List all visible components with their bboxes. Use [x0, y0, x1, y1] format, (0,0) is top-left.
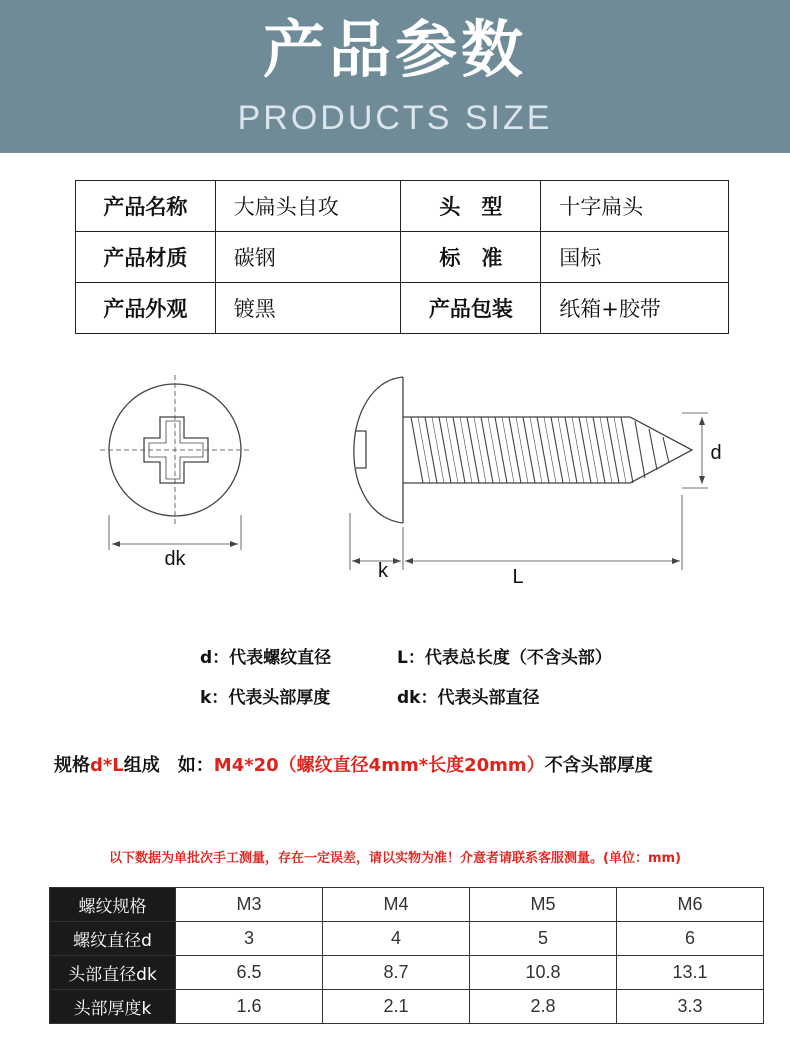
info-key: 产品包装: [401, 283, 541, 334]
table-cell: M3: [176, 888, 323, 922]
table-row: [50, 956, 764, 990]
table-cell: 6.5: [176, 956, 323, 990]
table-row: [76, 232, 729, 283]
table-cell: 10.8: [470, 956, 617, 990]
row-header: 螺纹规格: [50, 888, 176, 922]
spec-example: M4*20（螺纹直径4mm*长度20mm）: [213, 755, 545, 776]
info-value: 十字扁头: [541, 181, 729, 232]
dim-label-L: L: [512, 566, 524, 588]
table-cell: 3.3: [617, 990, 764, 1024]
info-key: 产品材质: [76, 232, 216, 283]
measurement-note: 以下数据为单批次手工测量，存在一定误差，请以实物为准！介意者请联系客服测量。(单位：mm): [109, 851, 681, 866]
table-cell: M4: [323, 888, 470, 922]
info-key: 产品名称: [76, 181, 216, 232]
table-cell: 13.1: [617, 956, 764, 990]
info-value: 大扁头自攻: [215, 181, 401, 232]
spec-formula: d*L: [90, 755, 124, 776]
screw-side-view: [350, 377, 708, 570]
dim-label-dk: dk: [164, 548, 186, 570]
info-key: 产品外观: [76, 283, 216, 334]
info-value: 纸箱+胶带: [541, 283, 729, 334]
table-cell: 5: [470, 922, 617, 956]
table-row: [50, 922, 764, 956]
info-value: 镀黑: [215, 283, 401, 334]
table-cell: M6: [617, 888, 764, 922]
table-cell: 6: [617, 922, 764, 956]
table-cell: M5: [470, 888, 617, 922]
page-subtitle: PRODUCTS SIZE: [237, 99, 553, 137]
table-row: [50, 888, 764, 922]
table-cell: 8.7: [323, 956, 470, 990]
row-header: 头部直径dk: [50, 956, 176, 990]
table-cell: 2.8: [470, 990, 617, 1024]
legend-k: k：代表头部厚度: [200, 688, 331, 708]
table-cell: 2.1: [323, 990, 470, 1024]
dim-label-d: d: [710, 442, 722, 464]
table-row: [50, 990, 764, 1024]
info-key: 标 准: [401, 232, 541, 283]
screw-head-top-view: [100, 375, 250, 550]
product-info-table: [75, 180, 729, 334]
legend-d: d：代表螺纹直径: [200, 648, 332, 668]
info-value: 碳钢: [215, 232, 401, 283]
info-key: 头 型: [401, 181, 541, 232]
table-cell: 3: [176, 922, 323, 956]
header-banner: [0, 0, 790, 153]
screw-diagram: [0, 355, 790, 605]
row-header: 螺纹直径d: [50, 922, 176, 956]
size-table: [49, 887, 764, 1024]
legend-dk: dk：代表头部直径: [397, 688, 540, 708]
page-title: 产品参数: [262, 13, 527, 86]
table-cell: 4: [323, 922, 470, 956]
spec-line: 规格d*L组成 如：M4*20（螺纹直径4mm*长度20mm）不含头部厚度: [54, 755, 653, 776]
table-cell: 1.6: [176, 990, 323, 1024]
legend-L: L：代表总长度（不含头部）: [397, 648, 612, 668]
info-value: 国标: [541, 232, 729, 283]
table-row: [76, 283, 729, 334]
row-header: 头部厚度k: [50, 990, 176, 1024]
table-row: [76, 181, 729, 232]
dim-label-k: k: [378, 560, 388, 582]
